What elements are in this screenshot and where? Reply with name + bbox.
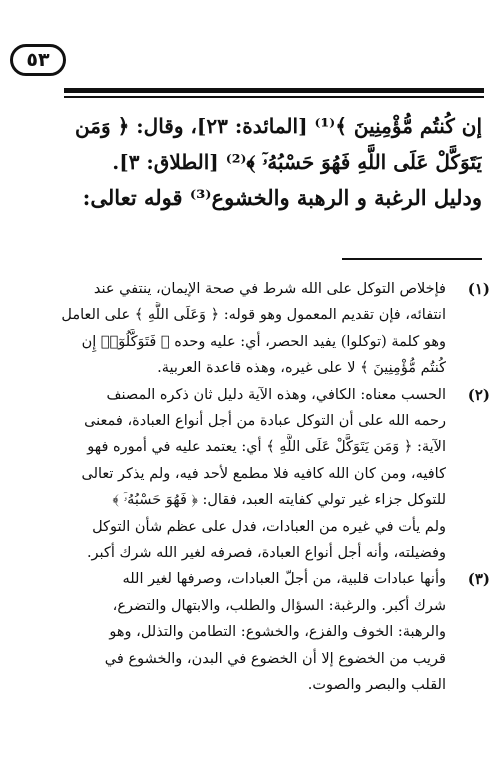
footnote-line: كُنتُم مُّؤْمِنِينَ ﴾ لا على غيره، وهذه قاعدة العربية. xyxy=(157,360,446,377)
footnote-marker: (٢) xyxy=(467,385,490,404)
footnote-separator xyxy=(342,258,482,260)
footnote-line: قريب من الخضوع إلا أن الخضوع في البدن، والخشوع في xyxy=(104,650,446,667)
footnote-marker: (١) xyxy=(467,280,490,298)
footnote xyxy=(14,566,490,698)
page-number: ٥٣ xyxy=(10,44,66,76)
footnote-line: ولم يأت في غيره من العبادات، فدل على عظم شأن التوكل xyxy=(92,518,446,535)
footnote-line: والرهبة: الخوف والفزع، والخشوع: التطامن والتذلل، وهو xyxy=(109,624,446,641)
footnote-line: فإخلاص التوكل على الله شرط في صحة الإيمان، ينتفي عند xyxy=(93,281,446,297)
footnote-line: للتوكل جزاء غير تولي كفايته العبد، فقال: ﴿ فَهُوَ حَسْبُهُۥٓ ﴾ xyxy=(112,492,446,509)
footnote-line: كافيه، ومن كان الله كافيه فلا مطمع لأحد فيه، ولم يذكر تعالى xyxy=(81,465,446,482)
footnote xyxy=(14,276,490,382)
footnote-line: وأنها عبادات قلبية، من أجلّ العبادات، وصرفها لغير الله xyxy=(122,571,446,588)
footnote-line: شرك أكبر. والرغبة: السؤال والطلب، والابتهال والتضرع، xyxy=(112,597,446,614)
header-rule-thick xyxy=(64,88,484,93)
main-text xyxy=(22,108,482,216)
header-rule-thin xyxy=(64,96,484,98)
main-line: ودليل الرغبة و الرهبة والخشوع⁽³⁾ قوله تعالى: xyxy=(82,185,482,210)
footnote xyxy=(14,382,490,567)
footnotes xyxy=(14,276,490,699)
footnote-marker: (٣) xyxy=(467,570,490,589)
footnote-body xyxy=(14,566,446,698)
footnote-line: وفضيلته، وأنه أجل أنواع العبادة، فصرفه لغير الله شرك أكبر. xyxy=(86,545,446,562)
footnote-line: القلب والبصر والصوت. xyxy=(307,677,446,694)
footnote-line: رحمه الله على أن التوكل عبادة من أجل أنواع العبادة، فمعنى xyxy=(84,413,446,430)
main-line: يَتَوَكَّلْ عَلَى اللَّهِ فَهُوَ حَسْبُهُۥٓ ﴾⁽²⁾ [الطلاق: ٣]. xyxy=(112,150,482,174)
footnote-line: وهو كلمة (توكلوا) يفيد الحصر، أي: عليه وحده ﴿ فَتَوَكَّلُوٓا۟ إِن xyxy=(81,333,446,350)
footnote-line: الآية: ﴿ وَمَن يَتَوَكَّلْ عَلَى اللَّهِ ﴾ أي: يعتمد عليه في أموره فهو xyxy=(87,439,446,456)
footnote-line: الحسب معناه: الكافي، وهذه الآية دليل ثان ذكره المصنف xyxy=(106,386,446,403)
footnote-body xyxy=(14,276,446,382)
main-line: إن كُنتُم مُّؤْمِنِينَ ﴾⁽¹⁾ [المائدة: ٢٣]، وقال: ﴿ وَمَن xyxy=(75,114,482,138)
footnote-body xyxy=(14,382,446,567)
footnote-line: انتفائه، فإن تقديم المعمول وهو قوله: ﴿ وَعَلَى اللَّهِ ﴾ على العامل xyxy=(61,307,446,324)
